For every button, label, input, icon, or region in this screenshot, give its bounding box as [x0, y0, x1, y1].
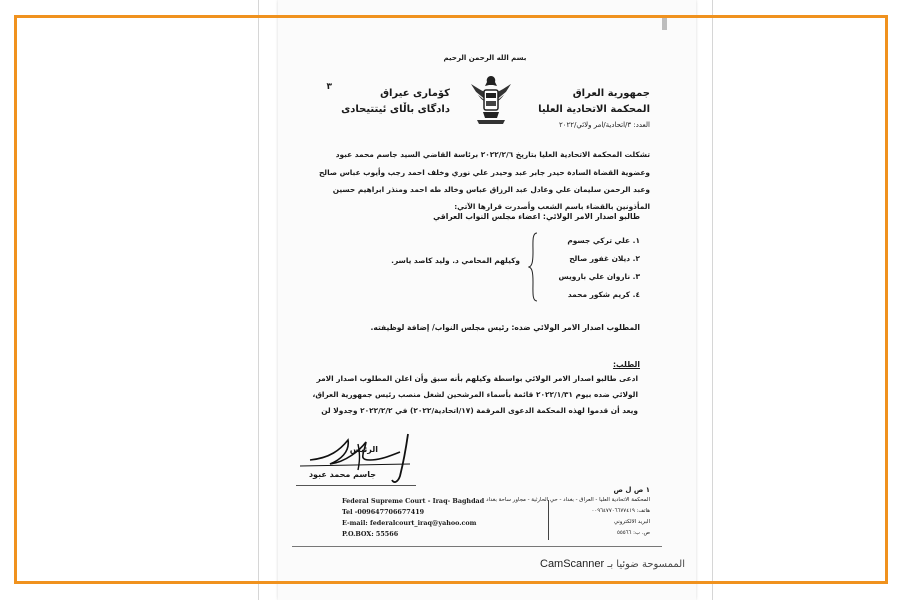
- requester-3: ٣. ناروان علي بارويس: [558, 272, 640, 281]
- respondent-line: المطلوب اصدار الامر الولائي ضده: رئيس مجلس النواب/ إضافة لوظيفته.: [370, 323, 640, 332]
- requester-1: ١. علي تركي جسوم: [567, 236, 640, 245]
- request-line-1: ادعى طالبو اصدار الامر الولائي بواسطة وكيلهم بأنه سبق وأن اعلن المطلوب اصدار الامر: [316, 374, 638, 383]
- iraq-eagle-emblem-icon: [463, 70, 519, 128]
- header-country: جمهورية العراق: [572, 88, 650, 99]
- footer-court-en: Federal Supreme Court - Iraq- Baghdad: [342, 497, 485, 505]
- intro-line-2: وعضوية القضاة السادة حيدر جابر عبد وحيدر علي نوري وخلف احمد رجب وأيوب عباس صالح: [318, 168, 650, 177]
- footer-email-ar: البريد الالكتروني: [613, 519, 650, 525]
- footer-address-ar: المحكمة الاتحادية العليا - العراق - بغداد - حي الحارثية - مجاور ساحة بغداد: [486, 497, 650, 503]
- judge-signature: [300, 430, 420, 490]
- intro-line-3: وعبد الرحمن سليمان علي وعادل عبد الرزاق عباس وخالد طه احمد ومنذر ابراهيم حسين: [332, 185, 650, 194]
- right-gutter-line: [712, 0, 713, 600]
- requester-2: ٢. ديلان غفور صالح: [569, 254, 640, 263]
- scan-artifact: [662, 18, 667, 30]
- basmala: بسم الله الرحمن الرحيم: [443, 54, 527, 62]
- intro-line-4: المأذونين بالقضاء باسم الشعب وأصدرت قرارها الآتي:: [454, 202, 650, 211]
- requesters-brace: [528, 232, 538, 302]
- camscanner-brand: CamScanner: [540, 558, 605, 570]
- footer-pobox-en: P.O.BOX: 55566: [342, 530, 399, 538]
- signature-title: الرئيس: [349, 445, 378, 454]
- footer-tel-en: Tel -009647706677419: [342, 508, 425, 516]
- request-line-2: الولائي ضده بيوم ٢٠٢٢/١/٣١ قائمة بأسماء المرشحين لشغل منصب رئيس جمهورية العراق،: [312, 390, 638, 399]
- footer-email-en: E-mail: federalcourt_iraq@yahoo.com: [342, 519, 477, 527]
- signature-name: جاسم محمد عبود: [308, 470, 376, 479]
- request-line-3: ويعد أن قدموا لهذه المحكمة الدعوى المرقمة (١٧/اتحادية/٢٠٢٢) في ٢٠٢٢/٢/٢ وجدولا لن: [321, 406, 638, 415]
- footer-page-ar: ١ ص ل ص: [613, 486, 650, 494]
- header-kurdish-country: كۆماری عیراق: [380, 88, 450, 99]
- left-gutter-line: [258, 0, 259, 600]
- footer-tel-ar: هاتف: ٠٠٩٦٤٧٧٠٦٦٧٧٤١٩: [591, 508, 650, 514]
- footer-separator: [548, 500, 549, 540]
- page-mark: ٣: [326, 82, 332, 92]
- camscanner-watermark: [540, 558, 685, 570]
- intro-line-1: تشكلت المحكمة الاتحادية العليا بتاريخ ٢٠٢٢/٢/٦ برئاسة القاضي السيد جاسم محمد عبود: [335, 150, 650, 159]
- header-kurdish-court: دادگای باڵای ئیتتیحادی: [341, 104, 450, 115]
- request-label: الطلب:: [612, 360, 640, 369]
- camscanner-arabic: الممسوحة ضوئيا بـ: [607, 559, 685, 570]
- signature-rule: [296, 485, 416, 486]
- requester-4: ٤. كريم شكور محمد: [567, 290, 640, 299]
- attorney-line: وكيلهم المحامي د. وليد كاصد ياسر.: [391, 256, 520, 265]
- requesters-label: طالبو اصدار الامر الولائي: اعضاء مجلس النواب العراقي: [433, 212, 640, 221]
- footer-pobox-ar: ص. ب: ٥٥٥٦٦: [616, 530, 650, 536]
- header-court-name: المحكمة الاتحادية العليا: [538, 104, 650, 115]
- case-number: العدد: ٣/اتحادية/امر ولائي/٢٠٢٢: [558, 121, 650, 129]
- footer-bottom-rule: [292, 546, 662, 547]
